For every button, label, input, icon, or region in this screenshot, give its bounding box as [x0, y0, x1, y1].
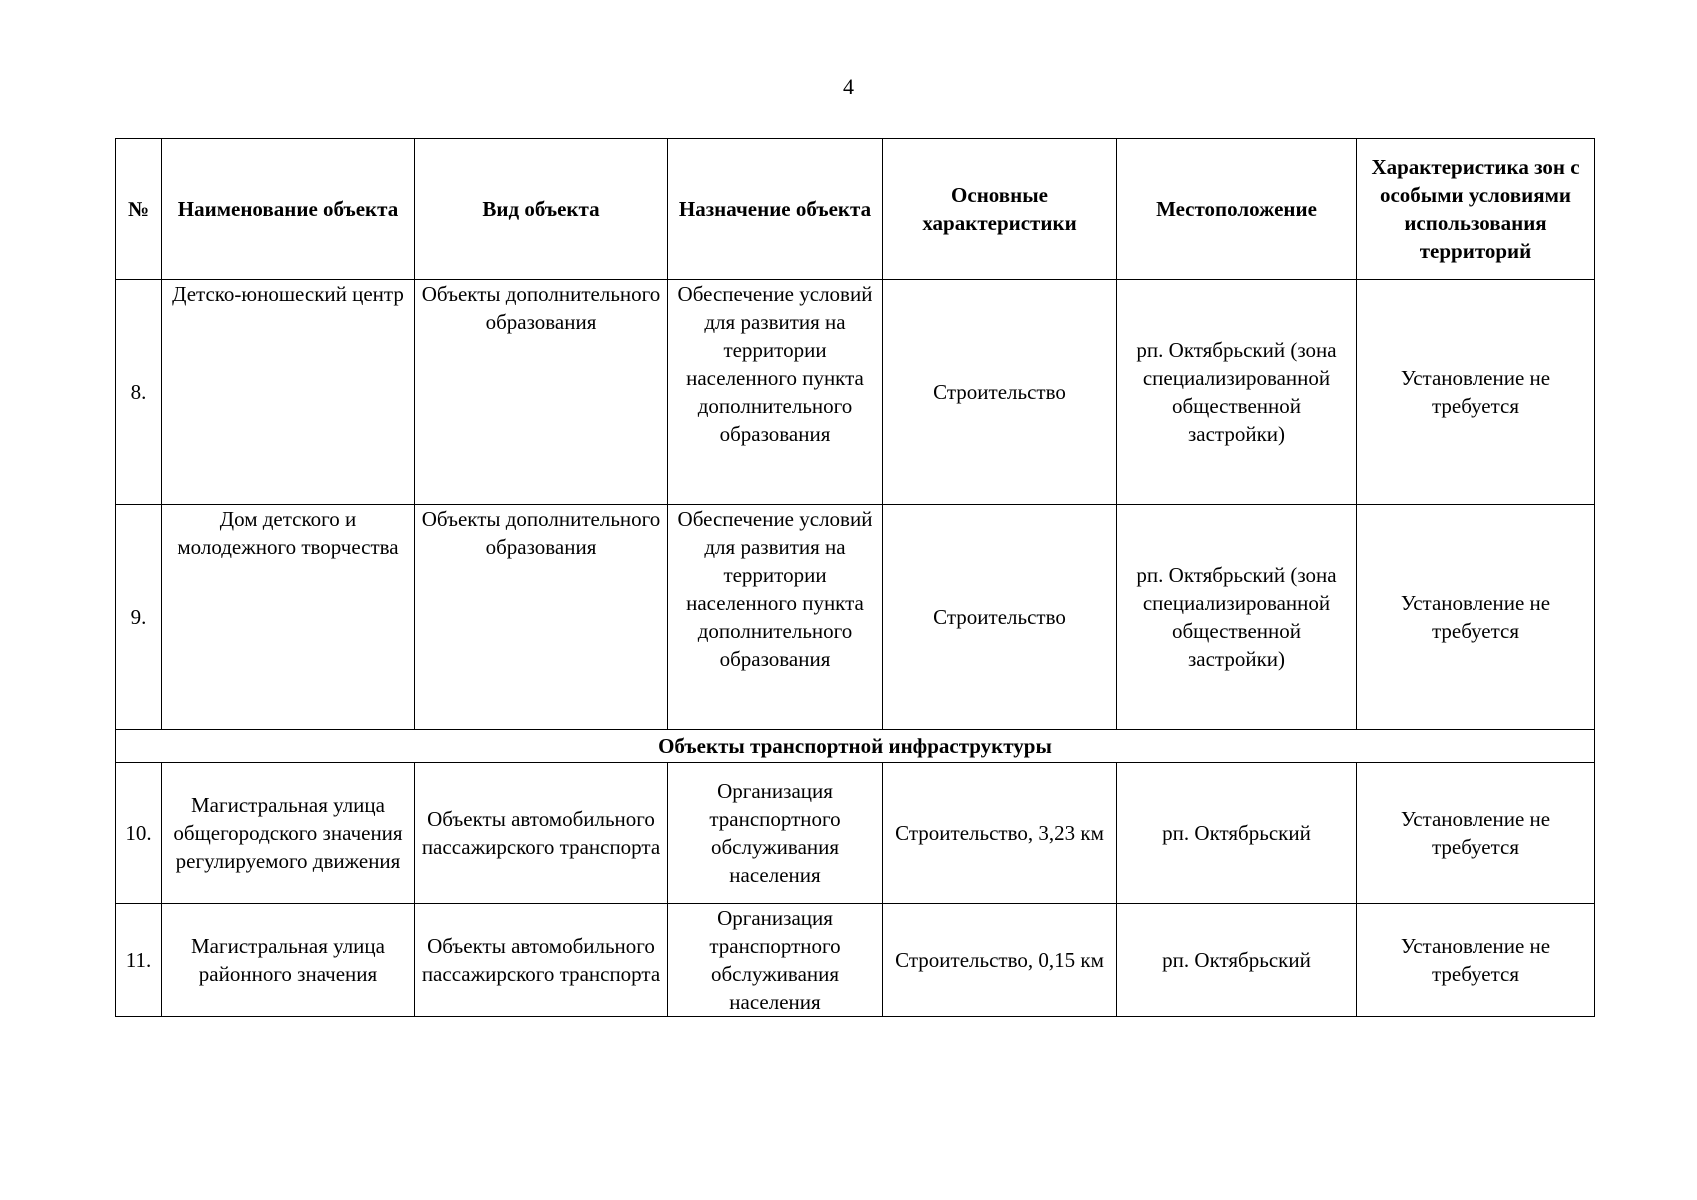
location: рп. Октябрьский (зона специализированной общественной застройки)	[1117, 280, 1357, 505]
header-location: Местоположение	[1117, 139, 1357, 280]
row-number: 9.	[116, 505, 162, 730]
header-object-type: Вид объекта	[415, 139, 668, 280]
object-type: Объекты автомобильного пассажирского транспорта	[415, 763, 668, 904]
object-purpose: Организация транспортного обслуживания населения	[668, 763, 883, 904]
object-name: Магистральная улица районного значения	[162, 904, 415, 1017]
row-number: 8.	[116, 280, 162, 505]
object-purpose: Обеспечение условий для развития на территории населенного пункта дополнительного образования	[668, 280, 883, 505]
table-row	[116, 280, 1595, 505]
section-row	[116, 730, 1595, 763]
page-number: 4	[843, 74, 854, 99]
header-special-zones: Характеристика зон с особыми условиями использования территорий	[1357, 139, 1595, 280]
special-zones: Установление не требуется	[1357, 763, 1595, 904]
object-name: Магистральная улица общегородского значения регулируемого движения	[162, 763, 415, 904]
main-characteristics: Строительство, 0,15 км	[883, 904, 1117, 1017]
main-characteristics: Строительство	[883, 280, 1117, 505]
object-type: Объекты дополнительного образования	[415, 505, 668, 730]
table-row	[116, 763, 1595, 904]
main-characteristics: Строительство, 3,23 км	[883, 763, 1117, 904]
location: рп. Октябрьский	[1117, 904, 1357, 1017]
table-row	[116, 904, 1595, 1017]
special-zones: Установление не требуется	[1357, 904, 1595, 1017]
header-object-name: Наименование объекта	[162, 139, 415, 280]
header-main-characteristics: Основные характеристики	[883, 139, 1117, 280]
object-type: Объекты автомобильного пассажирского транспорта	[415, 904, 668, 1017]
header-object-purpose: Назначение объекта	[668, 139, 883, 280]
header-number: №	[116, 139, 162, 280]
main-characteristics: Строительство	[883, 505, 1117, 730]
table-row	[116, 505, 1595, 730]
object-purpose: Обеспечение условий для развития на территории населенного пункта дополнительного образования	[668, 505, 883, 730]
special-zones: Установление не требуется	[1357, 505, 1595, 730]
objects-table	[115, 138, 1595, 1017]
location: рп. Октябрьский	[1117, 763, 1357, 904]
section-title: Объекты транспортной инфраструктуры	[116, 730, 1595, 763]
location: рп. Октябрьский (зона специализированной общественной застройки)	[1117, 505, 1357, 730]
special-zones: Установление не требуется	[1357, 280, 1595, 505]
object-name: Детско-юношеский центр	[162, 280, 415, 505]
header-row	[116, 139, 1595, 280]
row-number: 11.	[116, 904, 162, 1017]
row-number: 10.	[116, 763, 162, 904]
object-type: Объекты дополнительного образования	[415, 280, 668, 505]
object-purpose: Организация транспортного обслуживания населения	[668, 904, 883, 1017]
object-name: Дом детского и молодежного творчества	[162, 505, 415, 730]
